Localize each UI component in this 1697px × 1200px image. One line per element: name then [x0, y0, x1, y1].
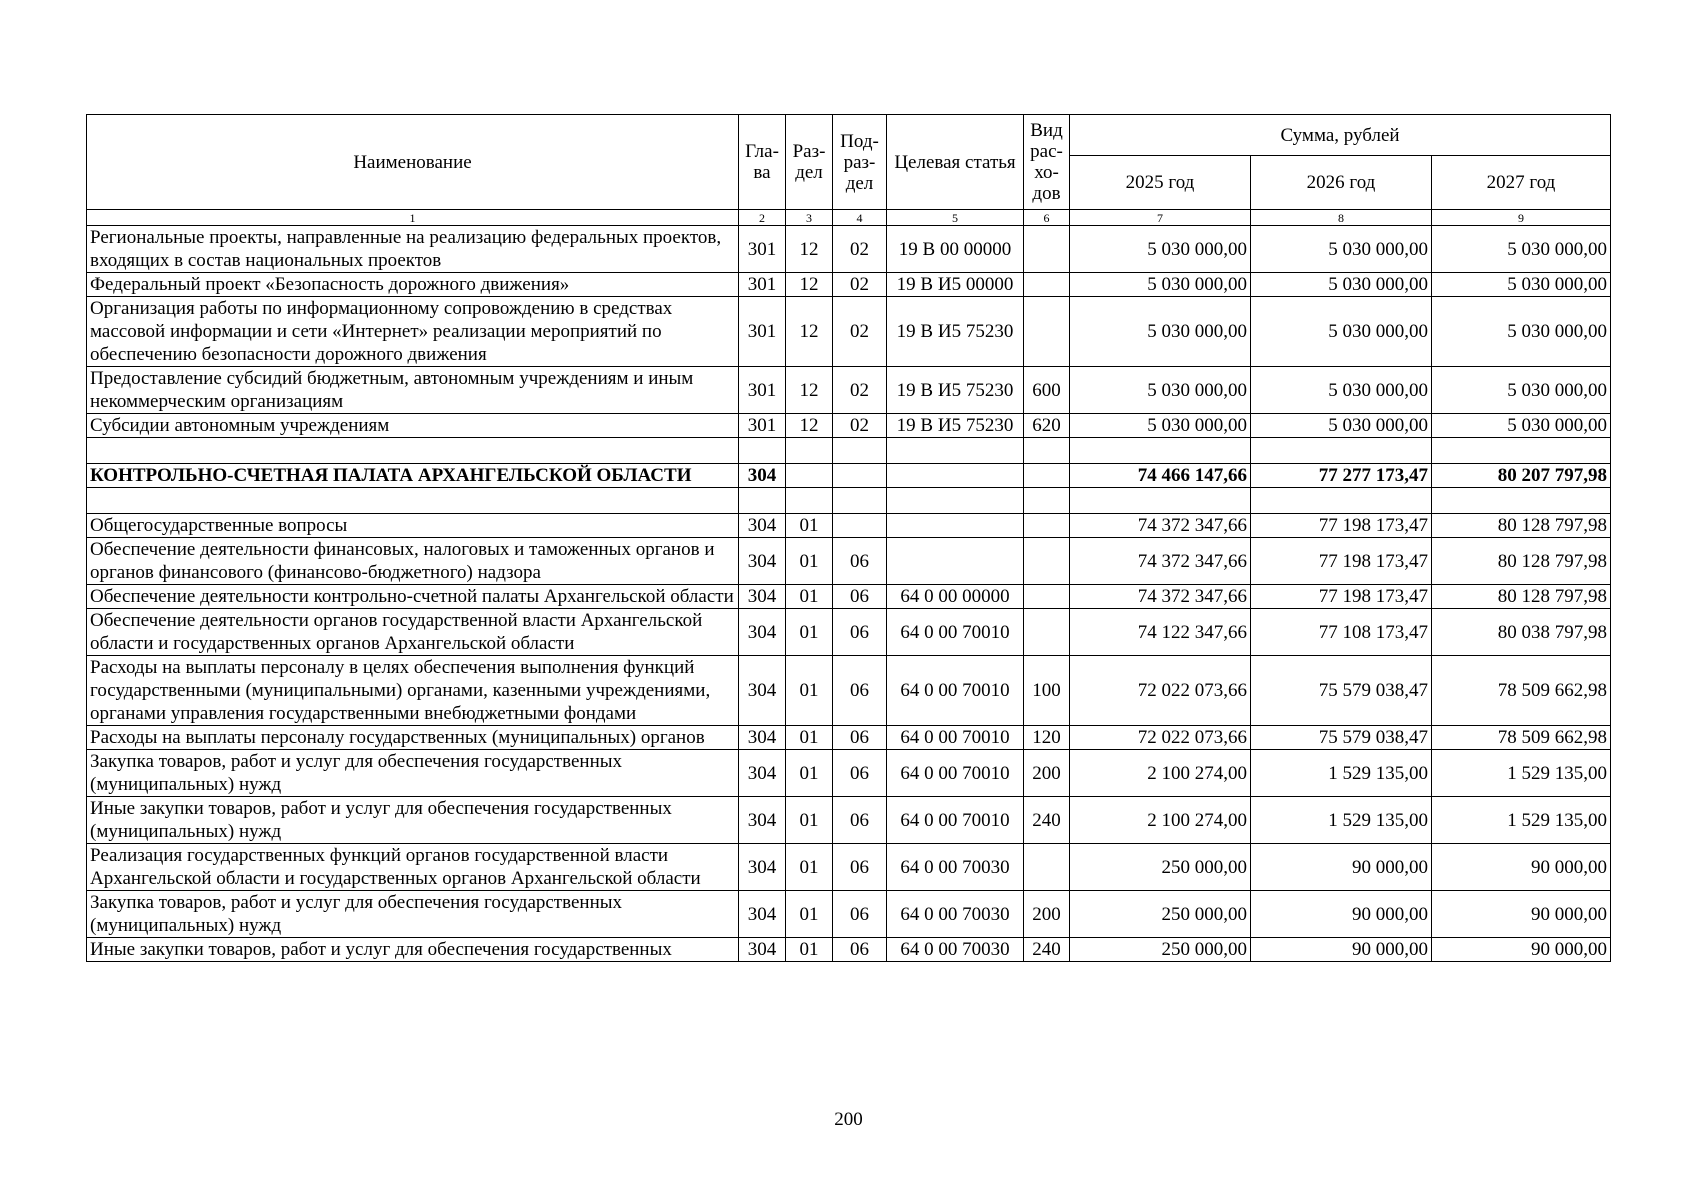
- cell-2025: 74 122 347,66: [1070, 609, 1251, 656]
- cell-2027: 5 030 000,00: [1432, 273, 1611, 297]
- cell-name: Закупка товаров, работ и услуг для обеспечения государственных (муниципальных) нужд: [87, 891, 739, 938]
- cell-statya: 19 В И5 75230: [887, 414, 1024, 438]
- page-number: 200: [834, 1109, 863, 1130]
- cell-statya: 19 В И5 75230: [887, 297, 1024, 367]
- empty-cell: [1251, 488, 1432, 514]
- cell-2027: 80 128 797,98: [1432, 514, 1611, 538]
- header-vid: Вид рас-хо-дов: [1024, 115, 1070, 210]
- cell-podrazdel: 06: [833, 938, 887, 962]
- cell-name: Расходы на выплаты персоналу государственных (муниципальных) органов: [87, 726, 739, 750]
- cell-razdel: 01: [786, 538, 833, 585]
- table-row: [87, 891, 1611, 938]
- cell-2025: 5 030 000,00: [1070, 297, 1251, 367]
- cell-vid: 200: [1024, 891, 1070, 938]
- cell-statya: 19 В 00 00000: [887, 226, 1024, 273]
- cell-2025: 74 372 347,66: [1070, 538, 1251, 585]
- empty-cell: [87, 488, 739, 514]
- cell-podrazdel: [833, 464, 887, 488]
- cell-razdel: 01: [786, 514, 833, 538]
- cell-2027: 78 509 662,98: [1432, 656, 1611, 726]
- cell-2025: 5 030 000,00: [1070, 226, 1251, 273]
- cell-statya: 64 0 00 70010: [887, 726, 1024, 750]
- cell-glava: 304: [739, 891, 786, 938]
- cell-podrazdel: 06: [833, 891, 887, 938]
- cell-razdel: 01: [786, 797, 833, 844]
- cell-name: Организация работы по информационному сопровождению в средствах массовой информации и сети «Интернет» реализации мероприятий по обеспечению безопасности дорожного движения: [87, 297, 739, 367]
- cell-statya: 64 0 00 70030: [887, 891, 1024, 938]
- cell-2026: 1 529 135,00: [1251, 750, 1432, 797]
- table-row: [87, 844, 1611, 891]
- cell-name: Расходы на выплаты персоналу в целях обеспечения выполнения функций государственными (муниципальными) органами, казенными учреждениями, органами управления государственными внебюджетными фондами: [87, 656, 739, 726]
- cell-podrazdel: 06: [833, 585, 887, 609]
- cell-razdel: [786, 464, 833, 488]
- cell-2027: 1 529 135,00: [1432, 797, 1611, 844]
- header-2025: 2025 год: [1070, 156, 1251, 210]
- cell-glava: 301: [739, 414, 786, 438]
- cell-glava: 304: [739, 726, 786, 750]
- cell-statya: 64 0 00 70030: [887, 844, 1024, 891]
- empty-cell: [786, 438, 833, 464]
- cell-glava: 301: [739, 297, 786, 367]
- empty-cell: [1432, 488, 1611, 514]
- cell-glava: 304: [739, 797, 786, 844]
- cell-2027: 90 000,00: [1432, 938, 1611, 962]
- cell-statya: 64 0 00 70010: [887, 656, 1024, 726]
- cell-podrazdel: 06: [833, 750, 887, 797]
- col-num: 8: [1251, 210, 1432, 226]
- cell-2026: 5 030 000,00: [1251, 414, 1432, 438]
- header-razdel: Раз-дел: [786, 115, 833, 210]
- table-row: [87, 297, 1611, 367]
- header-glava: Гла-ва: [739, 115, 786, 210]
- cell-glava: 301: [739, 367, 786, 414]
- cell-podrazdel: 02: [833, 226, 887, 273]
- cell-2027: 5 030 000,00: [1432, 367, 1611, 414]
- empty-cell: [1070, 488, 1251, 514]
- cell-podrazdel: 02: [833, 367, 887, 414]
- header-statya: Целевая статья: [887, 115, 1024, 210]
- cell-vid: [1024, 844, 1070, 891]
- cell-podrazdel: 06: [833, 538, 887, 585]
- col-num: 2: [739, 210, 786, 226]
- cell-2025: 74 372 347,66: [1070, 585, 1251, 609]
- cell-2026: 77 198 173,47: [1251, 585, 1432, 609]
- cell-vid: [1024, 226, 1070, 273]
- column-numbers-row: [87, 210, 1611, 226]
- cell-2025: 72 022 073,66: [1070, 656, 1251, 726]
- cell-2027: 80 128 797,98: [1432, 538, 1611, 585]
- empty-cell: [887, 438, 1024, 464]
- table-row: [87, 414, 1611, 438]
- cell-razdel: 01: [786, 844, 833, 891]
- table-row: [87, 367, 1611, 414]
- cell-vid: 240: [1024, 938, 1070, 962]
- cell-razdel: 01: [786, 609, 833, 656]
- cell-razdel: 01: [786, 891, 833, 938]
- cell-2026: 5 030 000,00: [1251, 367, 1432, 414]
- cell-2026: 90 000,00: [1251, 891, 1432, 938]
- table-row: [87, 726, 1611, 750]
- cell-podrazdel: 02: [833, 414, 887, 438]
- cell-2027: 80 038 797,98: [1432, 609, 1611, 656]
- col-num: 6: [1024, 210, 1070, 226]
- cell-2025: 74 466 147,66: [1070, 464, 1251, 488]
- cell-name: Региональные проекты, направленные на реализацию федеральных проектов, входящих в состав национальных проектов: [87, 226, 739, 273]
- cell-podrazdel: 06: [833, 726, 887, 750]
- budget-table: [86, 114, 1611, 962]
- cell-razdel: 01: [786, 726, 833, 750]
- cell-2027: 90 000,00: [1432, 844, 1611, 891]
- table-row: [87, 797, 1611, 844]
- cell-podrazdel: 06: [833, 844, 887, 891]
- cell-vid: [1024, 538, 1070, 585]
- table-row: [87, 938, 1611, 962]
- table-row: [87, 750, 1611, 797]
- cell-glava: 304: [739, 585, 786, 609]
- cell-razdel: 12: [786, 273, 833, 297]
- cell-name: Закупка товаров, работ и услуг для обеспечения государственных (муниципальных) нужд: [87, 750, 739, 797]
- cell-2026: 1 529 135,00: [1251, 797, 1432, 844]
- cell-razdel: 12: [786, 226, 833, 273]
- cell-2025: 72 022 073,66: [1070, 726, 1251, 750]
- cell-2027: 1 529 135,00: [1432, 750, 1611, 797]
- cell-podrazdel: 02: [833, 273, 887, 297]
- header-podrazdel: Под-раз-дел: [833, 115, 887, 210]
- cell-razdel: 01: [786, 750, 833, 797]
- cell-razdel: 01: [786, 656, 833, 726]
- cell-name: Обеспечение деятельности финансовых, налоговых и таможенных органов и органов финансового (финансово-бюджетного) надзора: [87, 538, 739, 585]
- cell-2025: 5 030 000,00: [1070, 367, 1251, 414]
- cell-vid: [1024, 464, 1070, 488]
- cell-glava: 304: [739, 844, 786, 891]
- empty-cell: [786, 488, 833, 514]
- cell-name: Предоставление субсидий бюджетным, автономным учреждениям и иным некоммерческим организациям: [87, 367, 739, 414]
- cell-statya: 64 0 00 70030: [887, 938, 1024, 962]
- cell-2027: 80 207 797,98: [1432, 464, 1611, 488]
- cell-statya: [887, 538, 1024, 585]
- cell-2026: 5 030 000,00: [1251, 297, 1432, 367]
- cell-glava: 304: [739, 750, 786, 797]
- col-num: 1: [87, 210, 739, 226]
- cell-2026: 77 108 173,47: [1251, 609, 1432, 656]
- empty-cell: [1251, 438, 1432, 464]
- empty-cell: [1024, 438, 1070, 464]
- cell-name: Реализация государственных функций органов государственной власти Архангельской области и государственных органов Архангельской области: [87, 844, 739, 891]
- cell-2025: 250 000,00: [1070, 938, 1251, 962]
- col-num: 9: [1432, 210, 1611, 226]
- cell-name: Иные закупки товаров, работ и услуг для обеспечения государственных: [87, 938, 739, 962]
- cell-statya: 19 В И5 75230: [887, 367, 1024, 414]
- table-row: [87, 585, 1611, 609]
- empty-cell: [739, 438, 786, 464]
- cell-2025: 250 000,00: [1070, 891, 1251, 938]
- table-row: [87, 656, 1611, 726]
- cell-2027: 5 030 000,00: [1432, 297, 1611, 367]
- cell-2026: 75 579 038,47: [1251, 656, 1432, 726]
- cell-name: Обеспечение деятельности контрольно-счетной палаты Архангельской области: [87, 585, 739, 609]
- cell-2025: 5 030 000,00: [1070, 273, 1251, 297]
- cell-2025: 74 372 347,66: [1070, 514, 1251, 538]
- cell-2027: 78 509 662,98: [1432, 726, 1611, 750]
- cell-2025: 5 030 000,00: [1070, 414, 1251, 438]
- cell-glava: 304: [739, 464, 786, 488]
- empty-cell: [1070, 438, 1251, 464]
- cell-podrazdel: 06: [833, 656, 887, 726]
- cell-glava: 304: [739, 938, 786, 962]
- cell-glava: 304: [739, 656, 786, 726]
- cell-2025: 2 100 274,00: [1070, 750, 1251, 797]
- empty-cell: [739, 488, 786, 514]
- cell-2025: 250 000,00: [1070, 844, 1251, 891]
- col-num: 4: [833, 210, 887, 226]
- cell-statya: 64 0 00 70010: [887, 750, 1024, 797]
- cell-2026: 77 277 173,47: [1251, 464, 1432, 488]
- cell-vid: 120: [1024, 726, 1070, 750]
- cell-statya: [887, 514, 1024, 538]
- table-row-total: [87, 464, 1611, 488]
- empty-cell: [1432, 438, 1611, 464]
- header-2026: 2026 год: [1251, 156, 1432, 210]
- cell-2026: 75 579 038,47: [1251, 726, 1432, 750]
- cell-2026: 77 198 173,47: [1251, 538, 1432, 585]
- header-summa: Сумма, рублей: [1070, 115, 1611, 156]
- cell-vid: [1024, 297, 1070, 367]
- cell-glava: 304: [739, 514, 786, 538]
- empty-cell: [1024, 488, 1070, 514]
- cell-glava: 304: [739, 609, 786, 656]
- cell-2026: 77 198 173,47: [1251, 514, 1432, 538]
- cell-statya: 64 0 00 70010: [887, 609, 1024, 656]
- cell-podrazdel: 06: [833, 797, 887, 844]
- cell-razdel: 01: [786, 938, 833, 962]
- cell-podrazdel: 02: [833, 297, 887, 367]
- cell-statya: 19 В И5 00000: [887, 273, 1024, 297]
- cell-statya: 64 0 00 70010: [887, 797, 1024, 844]
- cell-2026: 90 000,00: [1251, 938, 1432, 962]
- cell-vid: 600: [1024, 367, 1070, 414]
- cell-glava: 304: [739, 538, 786, 585]
- cell-razdel: 12: [786, 414, 833, 438]
- cell-2026: 90 000,00: [1251, 844, 1432, 891]
- cell-vid: 620: [1024, 414, 1070, 438]
- cell-name: Федеральный проект «Безопасность дорожного движения»: [87, 273, 739, 297]
- col-num: 5: [887, 210, 1024, 226]
- cell-2025: 2 100 274,00: [1070, 797, 1251, 844]
- cell-name: Субсидии автономным учреждениям: [87, 414, 739, 438]
- empty-cell: [87, 438, 739, 464]
- cell-2027: 5 030 000,00: [1432, 226, 1611, 273]
- cell-razdel: 12: [786, 367, 833, 414]
- cell-2026: 5 030 000,00: [1251, 226, 1432, 273]
- cell-glava: 301: [739, 273, 786, 297]
- cell-name: Иные закупки товаров, работ и услуг для обеспечения государственных (муниципальных) нужд: [87, 797, 739, 844]
- cell-2027: 80 128 797,98: [1432, 585, 1611, 609]
- cell-podrazdel: 06: [833, 609, 887, 656]
- cell-vid: [1024, 585, 1070, 609]
- cell-vid: 100: [1024, 656, 1070, 726]
- col-num: 7: [1070, 210, 1251, 226]
- cell-name: Общегосударственные вопросы: [87, 514, 739, 538]
- cell-razdel: 01: [786, 585, 833, 609]
- col-num: 3: [786, 210, 833, 226]
- cell-glava: 301: [739, 226, 786, 273]
- table-row: [87, 273, 1611, 297]
- cell-name: КОНТРОЛЬНО-СЧЕТНАЯ ПАЛАТА АРХАНГЕЛЬСКОЙ ОБЛАСТИ: [87, 464, 739, 488]
- cell-razdel: 12: [786, 297, 833, 367]
- cell-name: Обеспечение деятельности органов государственной власти Архангельской области и государственных органов Архангельской области: [87, 609, 739, 656]
- cell-2026: 5 030 000,00: [1251, 273, 1432, 297]
- cell-vid: 240: [1024, 797, 1070, 844]
- cell-vid: 200: [1024, 750, 1070, 797]
- table-row: [87, 609, 1611, 656]
- cell-statya: 64 0 00 00000: [887, 585, 1024, 609]
- cell-vid: [1024, 609, 1070, 656]
- cell-vid: [1024, 514, 1070, 538]
- empty-cell: [833, 488, 887, 514]
- table-row: [87, 226, 1611, 273]
- cell-2027: 90 000,00: [1432, 891, 1611, 938]
- header-name: Наименование: [87, 115, 739, 210]
- cell-2027: 5 030 000,00: [1432, 414, 1611, 438]
- empty-cell: [833, 438, 887, 464]
- empty-row: [87, 488, 1611, 514]
- empty-row: [87, 438, 1611, 464]
- table-body: [87, 226, 1611, 962]
- table-row: [87, 538, 1611, 585]
- cell-vid: [1024, 273, 1070, 297]
- cell-statya: [887, 464, 1024, 488]
- table-row: [87, 514, 1611, 538]
- cell-podrazdel: [833, 514, 887, 538]
- header-2027: 2027 год: [1432, 156, 1611, 210]
- empty-cell: [887, 488, 1024, 514]
